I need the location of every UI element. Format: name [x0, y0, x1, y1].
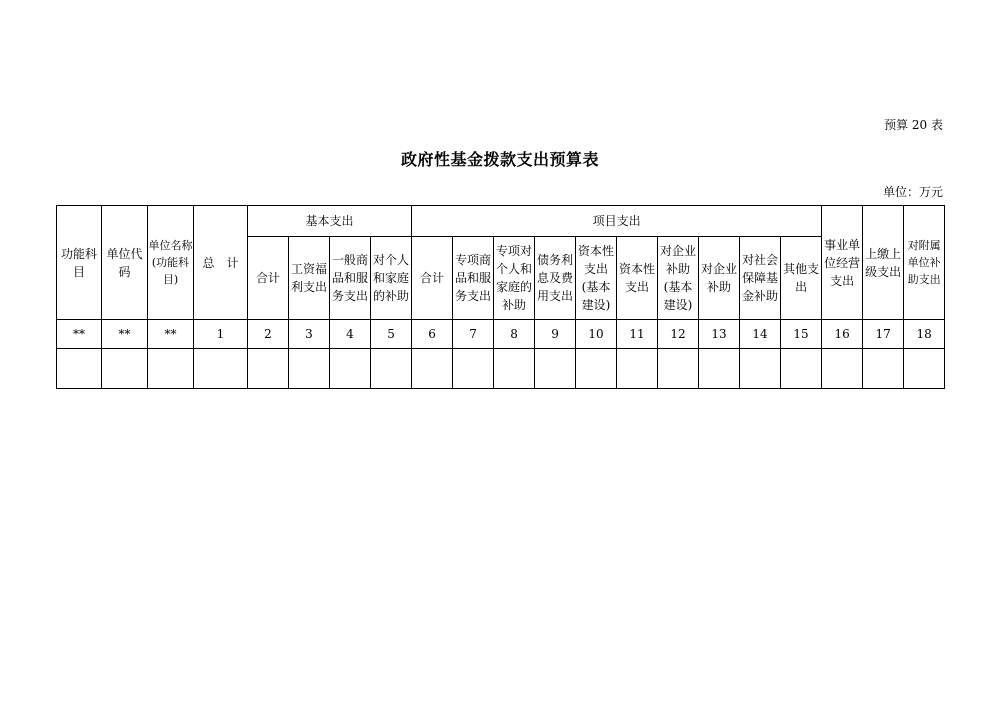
- header-subsidiary: 对附属 单位补 助支出: [904, 206, 945, 320]
- index-cell: 11: [617, 320, 658, 349]
- index-cell: 3: [289, 320, 330, 349]
- index-cell: 12: [658, 320, 699, 349]
- page-title: 政府性基金拨款支出预算表: [400, 150, 599, 169]
- header-wages: 工资福 利支出: [289, 237, 330, 320]
- index-cell: 4: [330, 320, 371, 349]
- index-row: [57, 320, 945, 349]
- header-capital: 资本性 支出: [617, 237, 658, 320]
- empty-cell: [781, 349, 822, 389]
- header-special-individuals: 专项对 个人和 家庭的 补助: [494, 237, 535, 320]
- index-cell: 18: [904, 320, 945, 349]
- index-cell: **: [102, 320, 148, 349]
- header-basic-expenditure: 基本支出: [248, 206, 412, 237]
- header-project-expenditure: 项目支出: [412, 206, 822, 237]
- empty-cell: [330, 349, 371, 389]
- empty-cell: [535, 349, 576, 389]
- index-cell: 16: [822, 320, 863, 349]
- index-cell: 2: [248, 320, 289, 349]
- index-cell: 15: [781, 320, 822, 349]
- empty-cell: [289, 349, 330, 389]
- index-cell: **: [57, 320, 102, 349]
- empty-cell: [658, 349, 699, 389]
- index-cell: 9: [535, 320, 576, 349]
- header-func-subject: 功能科 目: [57, 206, 102, 320]
- empty-cell: [863, 349, 904, 389]
- header-basic-total: 合计: [248, 237, 289, 320]
- header-enterprise-basic: 对企业 补助 (基本 建设): [658, 237, 699, 320]
- empty-cell: [740, 349, 781, 389]
- empty-cell: [822, 349, 863, 389]
- table-row: [57, 349, 945, 389]
- index-cell: 14: [740, 320, 781, 349]
- header-unit-code: 单位代 码: [102, 206, 148, 320]
- empty-cell: [148, 349, 194, 389]
- empty-cell: [453, 349, 494, 389]
- index-cell: 1: [194, 320, 248, 349]
- empty-cell: [412, 349, 453, 389]
- empty-cell: [494, 349, 535, 389]
- header-other: 其他支 出: [781, 237, 822, 320]
- empty-cell: [102, 349, 148, 389]
- header-total: 总 计: [194, 206, 248, 320]
- empty-cell: [57, 349, 102, 389]
- header-project-total: 合计: [412, 237, 453, 320]
- index-cell: 17: [863, 320, 904, 349]
- empty-cell: [904, 349, 945, 389]
- header-unit-name: 单位名称 (功能科 目): [148, 206, 194, 320]
- header-capital-basic: 资本性 支出 (基本 建设): [576, 237, 617, 320]
- empty-cell: [699, 349, 740, 389]
- unit-label: 单位：万元: [882, 185, 943, 199]
- empty-cell: [371, 349, 412, 389]
- header-remit-upper: 上缴上 级支出: [863, 206, 904, 320]
- index-cell: 7: [453, 320, 494, 349]
- empty-cell: [576, 349, 617, 389]
- header-goods-services: 一般商 品和服 务支出: [330, 237, 371, 320]
- empty-cell: [248, 349, 289, 389]
- header-social-security: 对社会 保障基 金补助: [740, 237, 781, 320]
- index-cell: **: [148, 320, 194, 349]
- header-enterprise: 对企业 补助: [699, 237, 740, 320]
- header-to-individuals: 对个人 和家庭 的补助: [371, 237, 412, 320]
- index-cell: 13: [699, 320, 740, 349]
- index-cell: 6: [412, 320, 453, 349]
- header-public-institution: 事业单 位经营 支出: [822, 206, 863, 320]
- index-cell: 10: [576, 320, 617, 349]
- index-cell: 8: [494, 320, 535, 349]
- table-number: 预算 20 表: [884, 118, 943, 132]
- index-cell: 5: [371, 320, 412, 349]
- header-debt-interest: 债务利 息及费 用支出: [535, 237, 576, 320]
- empty-cell: [617, 349, 658, 389]
- header-special-goods: 专项商 品和服 务支出: [453, 237, 494, 320]
- empty-cell: [194, 349, 248, 389]
- budget-table: [56, 205, 945, 389]
